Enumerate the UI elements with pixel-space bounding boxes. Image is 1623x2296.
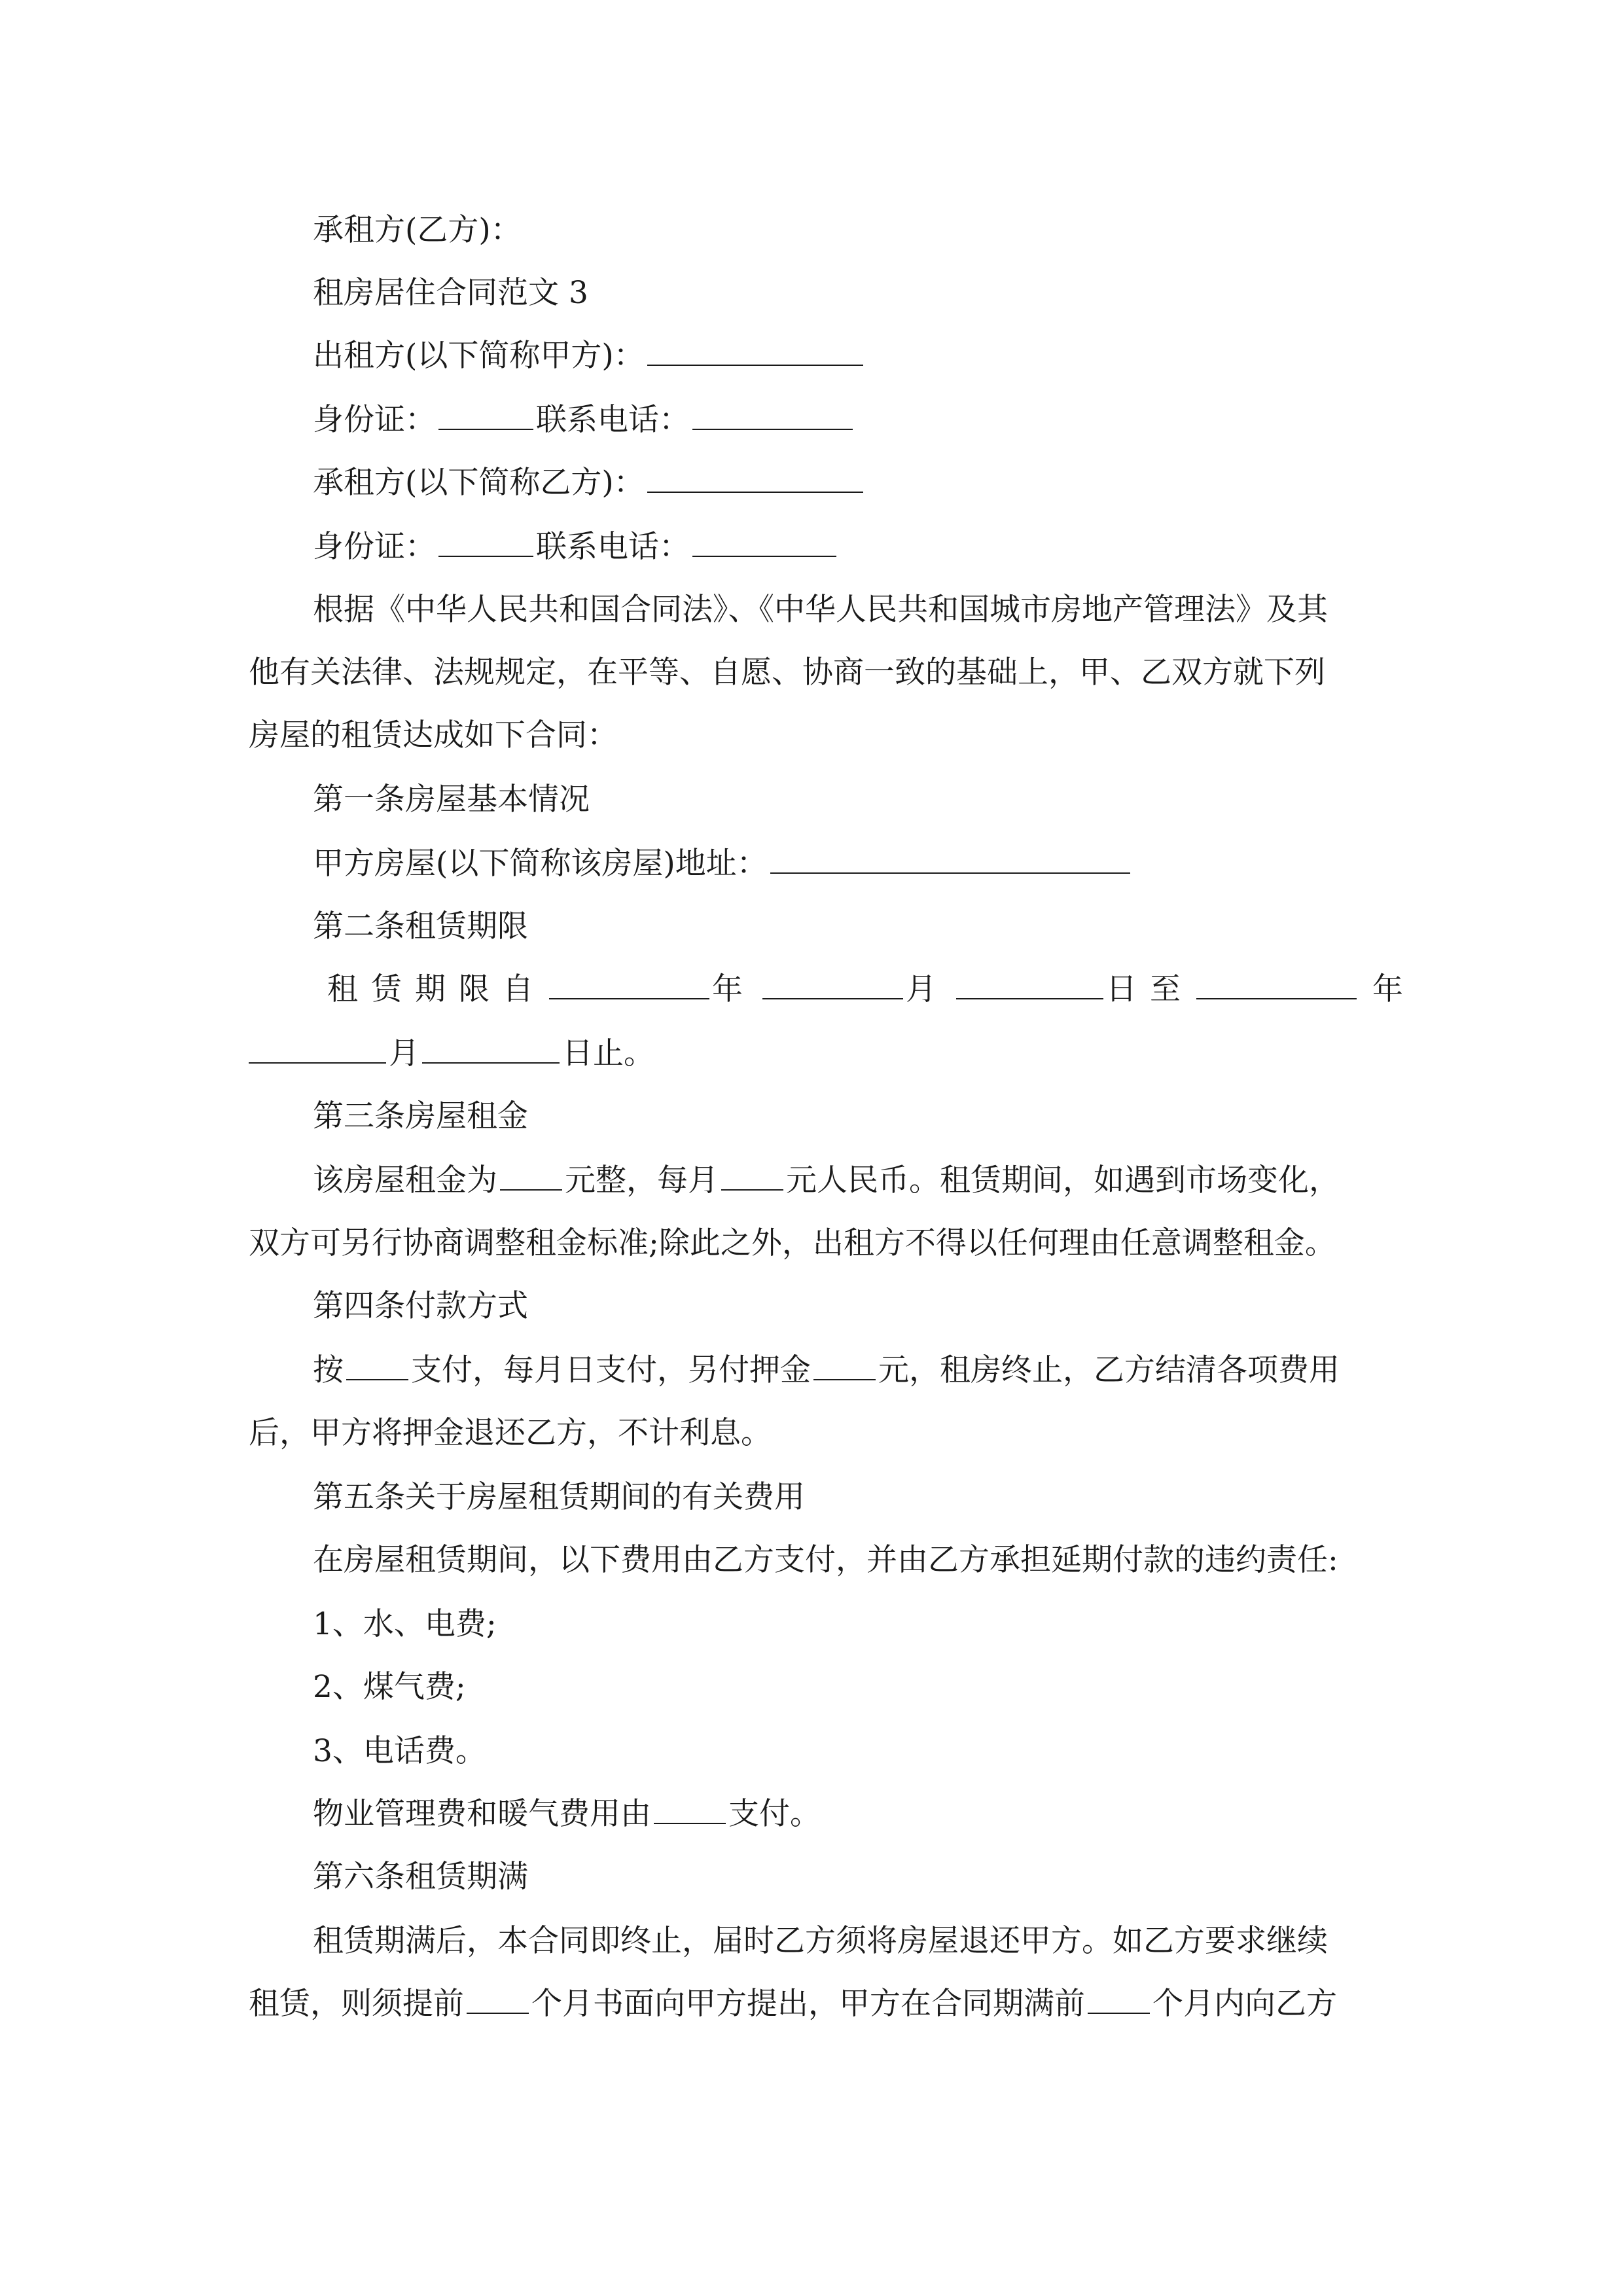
paragraph-line: 在房屋租赁期间，以下费用由乙方支付，并由乙方承担延期付款的违约责任: xyxy=(313,1542,1338,1578)
section-heading: 第三条房屋租金 xyxy=(313,1098,528,1134)
lessee-label: 承租方(乙方)： xyxy=(313,212,522,248)
renewal-text: 租赁，则须提前 xyxy=(249,1986,464,2022)
end-label: 日止。 xyxy=(562,1035,654,1071)
address-label: 甲方房屋(以下简称该房屋)地址： xyxy=(313,846,768,882)
lessor-blank xyxy=(647,338,863,366)
paragraph-line: 双方可另行协商调整租金标准;除此之外，出租方不得以任何理由任意调整租金。 xyxy=(249,1225,1336,1261)
phone-blank xyxy=(692,529,836,557)
lease-term-end-line xyxy=(249,1034,654,1073)
term-blank xyxy=(1196,972,1357,999)
lessee-line xyxy=(313,463,866,503)
section-heading: 第五条关于房屋租赁期间的有关费用 xyxy=(313,1479,805,1515)
lessor-line xyxy=(313,336,866,376)
renewal-text: 个月内向乙方 xyxy=(1152,1986,1337,2022)
id-label: 身份证： xyxy=(313,529,436,565)
term-blank xyxy=(956,972,1103,999)
payment-text: 按 xyxy=(313,1352,344,1388)
deposit-blank xyxy=(813,1353,876,1380)
term-label: 租赁期限自 xyxy=(327,971,546,1007)
id-label: 身份证： xyxy=(313,402,436,438)
phone-label: 联系电话： xyxy=(536,402,690,438)
paragraph-line: 后，甲方将押金退还乙方，不计利息。 xyxy=(249,1415,772,1451)
fees-text: 支付。 xyxy=(728,1796,821,1832)
phone-blank xyxy=(692,403,853,430)
payment-blank xyxy=(346,1353,408,1380)
fees-blank xyxy=(654,1797,726,1824)
payment-text: 支付，每月日支付，另付押金 xyxy=(411,1352,811,1388)
day-to-label: 日至 xyxy=(1106,971,1194,1007)
lease-term-line xyxy=(327,970,1403,1009)
month-label: 月 xyxy=(906,971,936,1007)
rent-text: 该房屋租金为 xyxy=(313,1162,497,1198)
term-blank xyxy=(422,1036,560,1064)
document-title: 租房居住合同范文 3 xyxy=(313,275,588,311)
renewal-text: 个月书面向甲方提出，甲方在合同期满前 xyxy=(531,1986,1085,2022)
lessee-id-line xyxy=(313,528,839,567)
fees-line xyxy=(313,1795,821,1834)
list-item: 2、煤气费; xyxy=(313,1669,466,1705)
lessor-label: 出租方(以下简称甲方)： xyxy=(313,338,645,374)
renewal-blank xyxy=(1088,1986,1150,2014)
id-blank xyxy=(438,529,533,557)
term-blank xyxy=(762,972,903,999)
term-blank xyxy=(549,972,709,999)
phone-label: 联系电话： xyxy=(536,529,690,565)
section-heading: 第一条房屋基本情况 xyxy=(313,781,590,817)
id-blank xyxy=(438,403,533,430)
address-line xyxy=(313,844,1133,884)
month-label: 月 xyxy=(389,1035,419,1071)
rent-text: 元整，每月 xyxy=(565,1162,719,1198)
rent-blank xyxy=(721,1163,783,1191)
paragraph-line: 房屋的租赁达成如下合同： xyxy=(249,717,618,753)
fees-text: 物业管理费和暖气费用由 xyxy=(313,1796,651,1832)
section-heading: 第六条租赁期满 xyxy=(313,1859,528,1895)
rent-line xyxy=(313,1161,1340,1200)
payment-line xyxy=(313,1351,1340,1390)
lessee-blank xyxy=(647,465,863,493)
address-blank xyxy=(770,846,1130,874)
year-label: 年 xyxy=(1372,971,1403,1007)
renewal-blank xyxy=(467,1986,529,2014)
list-item: 3、电话费。 xyxy=(313,1733,486,1769)
lessor-id-line xyxy=(313,401,855,440)
section-heading: 第四条付款方式 xyxy=(313,1288,528,1324)
section-heading: 第二条租赁期限 xyxy=(313,908,528,944)
lessee-full-label: 承租方(以下简称乙方)： xyxy=(313,465,645,501)
paragraph-line: 他有关法律、法规规定，在平等、自愿、协商一致的基础上，甲、乙双方就下列 xyxy=(249,655,1325,691)
rent-text: 元人民币。租赁期间，如遇到市场变化， xyxy=(786,1162,1340,1198)
renewal-line xyxy=(249,1984,1337,2024)
rent-blank xyxy=(500,1163,562,1191)
year-label: 年 xyxy=(712,971,743,1007)
paragraph-line: 根据《中华人民共和国合同法》、《中华人民共和国城市房地产管理法》及其 xyxy=(313,592,1328,628)
list-item: 1、水、电费; xyxy=(313,1606,497,1642)
paragraph-line: 租赁期满后，本合同即终止，届时乙方须将房屋退还甲方。如乙方要求继续 xyxy=(313,1923,1328,1959)
payment-text: 元，租房终止，乙方结清各项费用 xyxy=(878,1352,1340,1388)
term-blank xyxy=(249,1036,386,1064)
